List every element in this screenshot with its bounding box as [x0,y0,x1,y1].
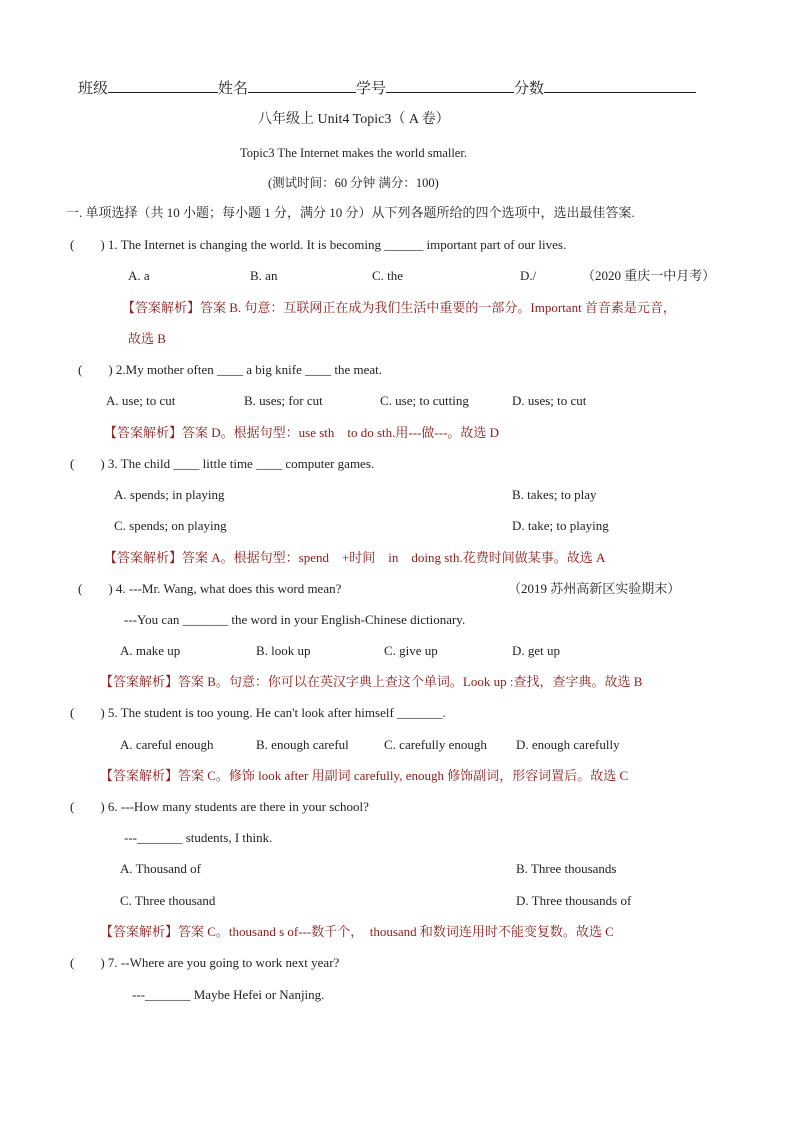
option-a: A. Thousand of [120,861,202,876]
question-source: （2020 重庆一中月考） [582,268,716,283]
option-a: A. use; to cut [106,393,176,408]
question-1 [70,236,566,254]
question-3 [70,455,374,473]
option-b: B. takes; to play [512,487,597,502]
option-b: B. Three thousands [516,861,617,876]
option-d: D. take; to playing [512,518,609,533]
option-d: D./ [520,268,537,283]
question-source: （2019 苏州高新区实验期末） [508,581,681,596]
score-blank[interactable] [544,78,696,93]
option-d: D. uses; to cut [512,393,587,408]
time-info: (测试时间：60 分钟 满分：100) [268,176,439,190]
question-stem-response: ---_______ Maybe Hefei or Nanjing. [132,987,325,1002]
paper-title: 八年级上 Unit4 Topic3（ A 卷） [258,112,450,127]
option-d: D. enough carefully [516,737,620,752]
answer-explanation: 【答案解析】答案 B. 句意：互联网正在成为我们生活中重要的一部分。Important 首音素是元音， [122,300,676,315]
answer-explanation: 【答案解析】答案 B。句意：你可以在英汉字典上查这个单词。Look up :查找，查字典。故选 B [100,674,643,689]
student-info-line [78,78,696,98]
answer-paren[interactable]: ( ) [78,581,113,596]
paper-subtitle: Topic3 The Internet makes the world smaller. [240,146,467,160]
answer-explanation-cont: 故选 B [128,331,166,346]
class-blank[interactable] [108,78,218,93]
option-d: D. Three thousands of [516,893,632,908]
question-stem: 3. The child ____ little time ____ computer games. [107,456,375,471]
option-b: B. an [250,268,278,283]
option-c: C. use; to cutting [380,393,469,408]
option-a: A. spends; in playing [114,487,225,502]
option-b: B. look up [256,643,311,658]
answer-explanation: 【答案解析】答案 D。根据句型：use sth to do sth.用---做---。故选 D [104,425,500,440]
question-4 [78,580,341,598]
question-stem: 2.My mother often ____ a big knife ____ the meat. [115,362,383,377]
question-stem: 7. --Where are you going to work next year? [107,955,340,970]
id-label: 学号 [356,81,387,97]
option-c: C. give up [384,643,438,658]
answer-paren[interactable]: ( ) [70,456,105,471]
question-stem: 1. The Internet is changing the world. It is becoming ______ important part of our lives. [107,237,567,252]
class-label: 班级 [78,81,109,97]
question-stem: 4. ---Mr. Wang, what does this word mean? [115,581,342,596]
question-stem-response: ---You can _______ the word in your English-Chinese dictionary. [124,612,466,627]
option-b: B. uses; for cut [244,393,323,408]
option-c: C. spends; on playing [114,518,227,533]
id-blank[interactable] [386,78,514,93]
answer-paren[interactable]: ( ) [78,362,113,377]
option-a: A. a [128,268,150,283]
answer-paren[interactable]: ( ) [70,799,105,814]
question-7 [70,954,339,972]
answer-explanation: 【答案解析】答案 C。thousand s of---数千个， thousand 和数词连用时不能变复数。故选 C [100,924,614,939]
option-a: A. careful enough [120,737,214,752]
question-stem-response: ---_______ students, I think. [124,830,273,845]
option-d: D. get up [512,643,561,658]
option-c: C. carefully enough [384,737,487,752]
option-c: C. the [372,268,404,283]
answer-explanation: 【答案解析】答案 A。根据句型：spend +时间 in doing sth.花费时间做某事。故选 A [104,550,606,565]
option-a: A. make up [120,643,181,658]
name-label: 姓名 [218,81,249,97]
name-blank[interactable] [248,78,356,93]
answer-paren[interactable]: ( ) [70,705,105,720]
score-label: 分数 [514,81,545,97]
answer-paren[interactable]: ( ) [70,237,105,252]
question-stem: 5. The student is too young. He can't look after himself _______. [107,705,446,720]
option-b: B. enough careful [256,737,349,752]
answer-paren[interactable]: ( ) [70,955,105,970]
answer-explanation: 【答案解析】答案 C。修饰 look after 用副词 carefully, enough 修饰副词，形容词置后。故选 C [100,768,629,783]
section-heading: 一. 单项选择（共 10 小题；每小题 1 分，满分 10 分）从下列各题所给的四个选项中，选出最佳答案. [66,205,635,220]
option-c: C. Three thousand [120,893,216,908]
question-6 [70,798,369,816]
question-5 [70,704,446,722]
question-2 [78,361,382,379]
question-stem: 6. ---How many students are there in your school? [107,799,369,814]
